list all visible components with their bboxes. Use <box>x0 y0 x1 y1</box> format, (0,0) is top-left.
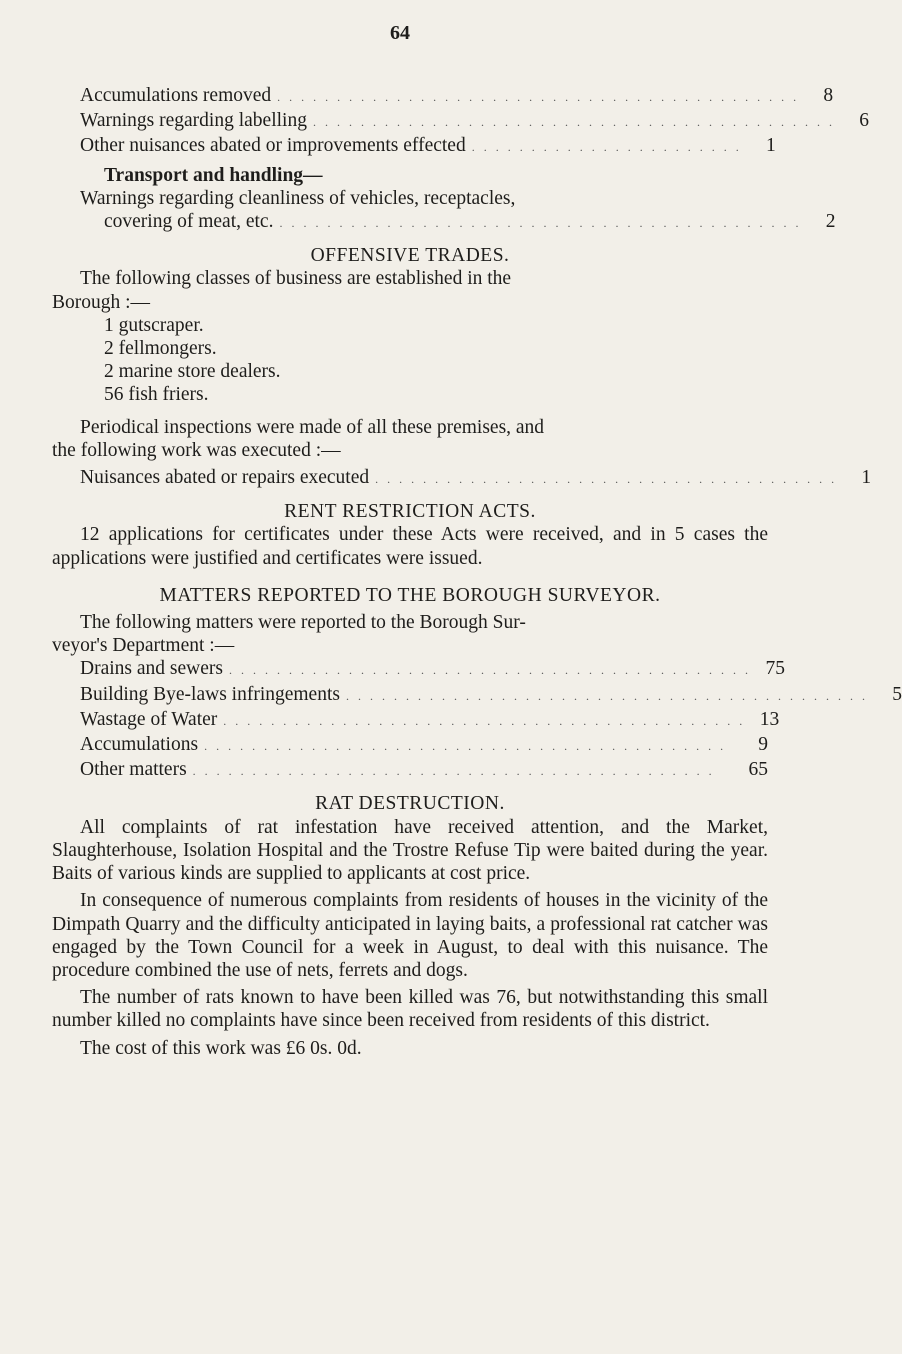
item-label: Building Bye-laws infringements <box>80 683 340 705</box>
item-label: Other matters <box>80 759 187 781</box>
item-label: Wastage of Water <box>80 708 218 730</box>
list-item: 56 fish friers. <box>104 384 209 406</box>
item-value: 1 <box>765 135 776 157</box>
list-item: Wastage of Water . . . . . . . . . . . . . . . . . . . . . . . . . . . . . . . . . . . . . . . . . . . . 13 <box>80 708 780 730</box>
item-label: covering of meat, etc. <box>104 211 274 233</box>
item-value: 5 <box>892 683 902 705</box>
section-heading: RENT RESTRICTION ACTS. <box>284 501 536 523</box>
list-item: Accumulations . . . . . . . . . . . . . . . . . . . . . . . . . . . . . . . . . . . . . . . . . . . . 9 <box>80 734 768 756</box>
paragraph-line: the following work was executed :— <box>52 439 341 461</box>
paragraph-line: veyor's Department :— <box>52 635 235 657</box>
list-item: Nuisances abated or repairs executed . . . . . . . . . . . . . . . . . . . . . . . . . . . . . . . . . . . . . . . 1 <box>80 467 872 489</box>
list-item: Other nuisances abated or improvements effected . . . . . . . . . . . . . . . . . . . . . . . 1 <box>80 135 776 157</box>
transport-line: Warnings regarding cleanliness of vehicles, receptacles, <box>80 187 516 209</box>
section-heading: OFFENSIVE TRADES. <box>310 245 510 267</box>
paragraph-line: The following classes of business are established in the <box>80 268 512 290</box>
item-label: Other nuisances abated or improvements effected <box>80 135 466 157</box>
section-heading: RAT DESTRUCTION. <box>315 793 505 815</box>
item-value: 13 <box>759 708 780 730</box>
page-body <box>52 84 902 1060</box>
list-item: Other matters . . . . . . . . . . . . . . . . . . . . . . . . . . . . . . . . . . . . . . . . . . . . 65 <box>80 759 768 781</box>
item-label: Warnings regarding labelling <box>80 110 307 132</box>
item-label: Nuisances abated or repairs executed <box>80 467 370 489</box>
item-value: 75 <box>765 658 785 680</box>
item-label: Accumulations removed <box>80 85 272 106</box>
page-number: 64 <box>390 22 410 44</box>
item-label: Accumulations <box>80 734 199 756</box>
item-value: 2 <box>825 211 836 233</box>
list-item: covering of meat, etc. . . . . . . . . . . . . . . . . . . . . . . . . . . . . . . . . . . . . . . . . . . . . 2 <box>104 211 836 233</box>
section-subheading: Transport and handling— <box>104 164 323 186</box>
item-value: 1 <box>861 467 872 489</box>
list-item: 1 gutscraper. <box>104 314 204 336</box>
list-item: Warnings regarding labelling . . . . . . . . . . . . . . . . . . . . . . . . . . . . . . . . . . . . . . . . . . . . 6 <box>80 110 869 132</box>
paragraph-line: Borough :— <box>52 291 151 313</box>
item-value: 65 <box>748 759 768 781</box>
list-item: Accumulations removed . . . . . . . . . . . . . . . . . . . . . . . . . . . . . . . . . . . . . . . . . . . . 8 <box>80 85 834 106</box>
paragraph: The number of rats known to have been killed was 76, but notwithstanding this small number killed no complaints have since been received from residents of this district. <box>52 987 768 1032</box>
list-item: Drains and sewers . . . . . . . . . . . . . . . . . . . . . . . . . . . . . . . . . . . . . . . . . . . . 75 <box>80 658 785 680</box>
paragraph: In consequence of numerous complaints from residents of houses in the vicinity of the Dimpath Quarry and the difficulty anticipated in laying baits, a professional rat catcher was engaged by the Town Council for a week in August, to deal with this nuisance. The procedure combined the use of nets, ferrets and dogs. <box>52 890 768 981</box>
item-label: Drains and sewers <box>80 658 223 680</box>
item-value: 6 <box>859 110 869 132</box>
list-item: 2 fellmongers. <box>104 338 217 360</box>
paragraph-line: The following matters were reported to the Borough Sur- <box>80 612 526 634</box>
paragraph: 12 applications for certificates under these Acts were received, and in 5 cases the applications were justified and certificates were issued. <box>52 524 768 569</box>
list-item: Building Bye-laws infringements . . . . . . . . . . . . . . . . . . . . . . . . . . . . . . . . . . . . . . . . . . . . 5 <box>80 683 902 705</box>
cost-line: The cost of this work was £6 0s. 0d. <box>80 1037 362 1059</box>
item-value: 8 <box>823 85 834 106</box>
paragraph-line: Periodical inspections were made of all these premises, and <box>80 416 545 438</box>
item-value: 9 <box>758 734 768 756</box>
paragraph: All complaints of rat infestation have received attention, and the Market, Slaughterhouse, Isolation Hospital and the Trostre Refuse Tip were baited during the year. Baits of various kinds are supplied to applicants at cost price. <box>52 816 768 885</box>
section-heading: MATTERS REPORTED TO THE BOROUGH SURVEYOR. <box>159 584 661 606</box>
list-item: 2 marine store dealers. <box>104 361 281 383</box>
